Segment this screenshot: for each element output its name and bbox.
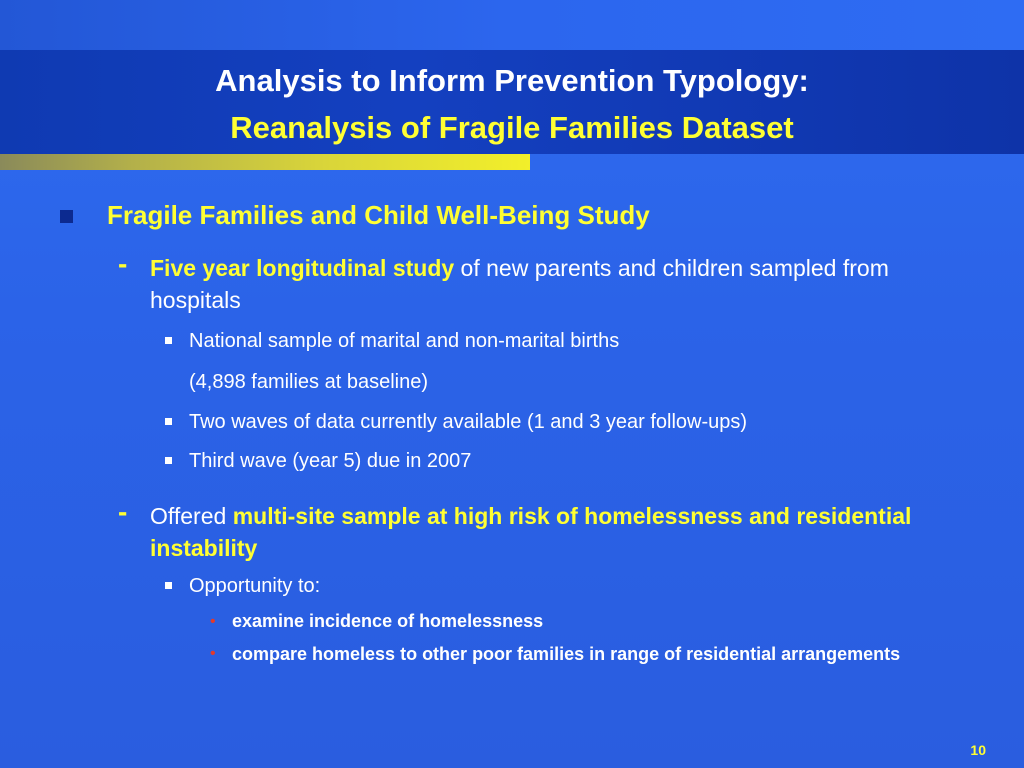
item2-bullet-1: examine incidence of homelessness xyxy=(232,611,544,631)
square-bullet-small xyxy=(165,457,172,464)
item1-sub-3: Third wave (year 5) due in 2007 xyxy=(189,450,472,472)
heading-text: Fragile Families and Child Well-Being Study xyxy=(107,200,650,230)
item1-sub-1: National sample of marital and non-marital births xyxy=(189,330,620,352)
item1-text xyxy=(150,252,970,316)
slide-title: Analysis to Inform Prevention Typology: xyxy=(215,63,809,98)
slide-subtitle: Reanalysis of Fragile Families Dataset xyxy=(230,110,794,145)
square-bullet-small xyxy=(165,582,172,589)
item1-highlight: Five year longitudinal study xyxy=(150,255,455,281)
square-bullet-small xyxy=(165,418,172,425)
dash-bullet-2: - xyxy=(118,496,128,527)
item1-rest: of new parents and children sampled from hospitals xyxy=(150,255,889,313)
item1-sub-2: Two waves of data currently available (1 and 3 year follow-ups) xyxy=(189,411,748,433)
red-dot-bullet-icon: • xyxy=(210,613,216,630)
item2-bullet-2: compare homeless to other poor families in range of residential arrangements xyxy=(232,644,901,664)
gold-accent-bar xyxy=(0,154,530,170)
item1-sub-1-cont: (4,898 families at baseline) xyxy=(189,371,429,393)
square-bullet-icon xyxy=(60,210,73,223)
dash-bullet-1: - xyxy=(118,248,128,279)
square-bullet-small xyxy=(165,337,172,344)
item2-prefix: Offered xyxy=(150,503,233,529)
page-number: 10 xyxy=(970,742,986,758)
top-strip xyxy=(0,0,1024,50)
item2-sub: Opportunity to: xyxy=(189,575,321,597)
item2-text xyxy=(150,500,970,564)
item2-highlight: multi-site sample at high risk of homelessness and residential instability xyxy=(150,503,912,561)
red-dot-bullet-icon: • xyxy=(210,645,216,662)
